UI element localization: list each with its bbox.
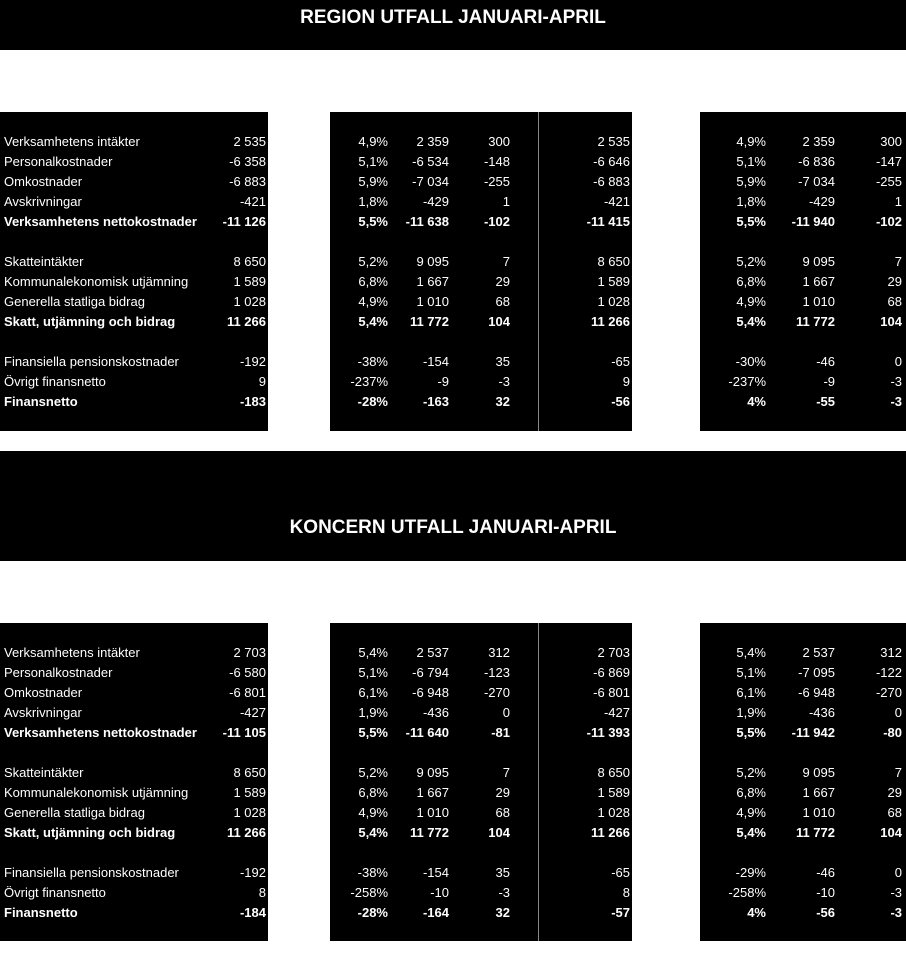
row-label: Verksamhetens intäkter [4,134,140,149]
row-value: 300 [488,134,510,149]
row-value: 5,5% [736,725,766,740]
row-label: Finansnetto [4,905,78,920]
row-value: 6,8% [736,785,766,800]
row-value: 9 095 [416,765,449,780]
row-label: Skatteintäkter [4,254,84,269]
row-label: Kommunalekonomisk utjämning [4,785,189,800]
row-value: 1 589 [233,785,266,800]
row-value: 104 [488,825,510,840]
row-value: -3 [498,374,510,389]
region-header-band [0,50,906,112]
row-value: -11 415 [586,214,630,229]
row-label: Finansnetto [4,394,78,409]
row-value: 1,8% [358,194,388,209]
row-value: 5,2% [358,765,388,780]
row-value: -123 [483,665,510,680]
row-value: 29 [887,785,902,800]
row-value: 0 [502,705,510,720]
row-value: 5,2% [736,765,766,780]
row-value: -270 [483,685,510,700]
row-value: 8 650 [597,254,630,269]
row-value: 5,4% [736,645,766,660]
table-row [0,803,906,823]
table-row [0,683,906,703]
row-value: -427 [239,705,266,720]
row-value: -3 [890,885,902,900]
row-label: Verksamhetens intäkter [4,645,140,660]
row-value: 8 [622,885,630,900]
row-value: 6,8% [736,274,766,289]
row-value: -11 126 [222,214,266,229]
row-value: 11 772 [795,825,835,840]
row-value: -9 [823,374,835,389]
table-row [0,272,906,292]
row-value: -80 [883,725,902,740]
row-value: -436 [422,705,449,720]
row-value: -3 [890,374,902,389]
row-value: -184 [239,905,266,920]
region-footer-band [0,431,906,451]
table-row [0,152,906,172]
table-row [0,723,906,743]
row-value: 5,5% [358,725,388,740]
row-value: -10 [430,885,449,900]
row-value: -164 [422,905,449,920]
table-row [0,252,906,272]
table-row [0,352,906,372]
row-value: -6 869 [593,665,630,680]
row-value: -6 801 [229,685,266,700]
table-row [0,372,906,392]
row-value: -237% [350,374,388,389]
row-value: -429 [422,194,449,209]
row-value: -29% [735,865,766,880]
row-value: 68 [495,805,510,820]
row-value: 5,1% [736,154,766,169]
row-value: -38% [357,865,388,880]
row-value: 2 703 [597,645,630,660]
row-value: -6 646 [593,154,630,169]
row-value: -56 [611,394,630,409]
table-row [0,192,906,212]
row-value: -11 942 [791,725,835,740]
row-value: 1,9% [358,705,388,720]
row-value: -38% [357,354,388,369]
row-value: -46 [816,865,835,880]
row-label: Omkostnader [4,685,83,700]
row-value: -192 [239,865,266,880]
table-row [0,863,906,883]
koncern-footer-band [0,941,906,964]
row-value: -6 883 [593,174,630,189]
row-value: -9 [437,374,449,389]
row-value: 8 650 [233,254,266,269]
row-value: -55 [816,394,835,409]
row-value: 1 667 [802,785,835,800]
row-label: Avskrivningar [4,705,82,720]
row-value: -6 836 [798,154,835,169]
row-value: -270 [875,685,902,700]
row-label: Finansiella pensionskostnader [4,354,179,369]
table-row [0,703,906,723]
row-value: -3 [890,394,902,409]
table-row [0,392,906,412]
row-value: 5,5% [736,214,766,229]
row-value: -11 393 [586,725,630,740]
row-label: Verksamhetens nettokostnader [4,725,197,740]
row-value: 5,2% [358,254,388,269]
row-value: 2 537 [416,645,449,660]
row-value: 5,1% [736,665,766,680]
row-value: 1 [502,194,510,209]
region-title: REGION UTFALL JANUARI-APRIL [300,7,606,28]
row-value: 5,4% [736,825,766,840]
row-value: -255 [483,174,510,189]
row-value: -6 948 [412,685,449,700]
row-value: 2 703 [233,645,266,660]
row-value: -28% [357,905,388,920]
row-value: 1 [894,194,902,209]
table-row [0,212,906,232]
row-value: -258% [728,885,766,900]
row-value: -148 [483,154,510,169]
row-value: 11 772 [409,314,449,329]
row-value: -30% [735,354,766,369]
row-value: 1 010 [802,294,835,309]
row-value: 11 266 [590,825,630,840]
row-value: 4,9% [736,134,766,149]
row-value: 9 095 [802,254,835,269]
row-value: 1 667 [416,785,449,800]
row-value: 6,8% [358,274,388,289]
row-value: -6 801 [593,685,630,700]
row-value: 5,1% [358,665,388,680]
row-value: 312 [488,645,510,660]
row-value: 11 266 [226,314,266,329]
row-value: 1 010 [416,294,449,309]
row-value: 104 [880,314,902,329]
row-value: 5,4% [358,645,388,660]
row-value: -81 [491,725,510,740]
row-label: Personalkostnader [4,665,113,680]
row-value: -3 [890,905,902,920]
koncern-title: KONCERN UTFALL JANUARI-APRIL [289,517,617,538]
row-value: 68 [495,294,510,309]
row-value: -6 883 [229,174,266,189]
row-value: -147 [875,154,902,169]
row-value: -10 [816,885,835,900]
row-value: 2 359 [802,134,835,149]
row-value: -154 [422,354,449,369]
row-value: 104 [880,825,902,840]
row-value: 300 [880,134,902,149]
row-value: 2 535 [233,134,266,149]
row-value: 5,4% [358,825,388,840]
row-value: -6 794 [412,665,449,680]
row-value: 7 [502,254,510,269]
row-value: -57 [611,905,630,920]
row-value: 5,5% [358,214,388,229]
row-label: Skatteintäkter [4,765,84,780]
row-value: -6 948 [798,685,835,700]
row-value: 11 772 [409,825,449,840]
row-value: -436 [808,705,835,720]
row-value: 1 010 [802,805,835,820]
table-row [0,783,906,803]
row-label: Generella statliga bidrag [4,805,145,820]
row-value: 2 359 [416,134,449,149]
row-label: Avskrivningar [4,194,82,209]
row-value: 29 [887,274,902,289]
row-value: -122 [875,665,902,680]
table-row [0,883,906,903]
row-label: Övrigt finansnetto [4,885,106,900]
row-value: 9 095 [416,254,449,269]
row-label: Övrigt finansnetto [4,374,106,389]
row-value: 1,9% [736,705,766,720]
row-value: 7 [894,765,902,780]
table-row [0,172,906,192]
row-value: 1 589 [233,274,266,289]
row-value: -154 [422,865,449,880]
row-value: 9 [258,374,266,389]
row-value: 35 [495,354,510,369]
row-value: 1 028 [597,294,630,309]
row-value: 312 [880,645,902,660]
row-value: 1 667 [802,274,835,289]
row-value: -11 105 [222,725,266,740]
row-value: 11 772 [795,314,835,329]
row-value: 6,8% [358,785,388,800]
row-value: 0 [894,705,902,720]
row-label: Verksamhetens nettokostnader [4,214,197,229]
row-value: 5,9% [736,174,766,189]
row-value: 1,8% [736,194,766,209]
row-value: 29 [495,785,510,800]
row-value: 4,9% [358,134,388,149]
row-value: -11 640 [405,725,449,740]
row-value: -6 358 [229,154,266,169]
row-value: -7 034 [412,174,449,189]
row-value: 8 [258,885,266,900]
row-value: 1 589 [597,274,630,289]
row-value: 4,9% [358,294,388,309]
row-value: 6,1% [358,685,388,700]
row-value: -3 [498,885,510,900]
table-row [0,823,906,843]
table-row [0,643,906,663]
row-value: 7 [894,254,902,269]
row-value: 4,9% [358,805,388,820]
row-value: -237% [728,374,766,389]
row-value: 8 650 [233,765,266,780]
row-value: 1 667 [416,274,449,289]
row-value: -7 034 [798,174,835,189]
row-label: Skatt, utjämning och bidrag [4,825,176,840]
row-value: 1 010 [416,805,449,820]
row-value: -192 [239,354,266,369]
row-value: 9 095 [802,765,835,780]
row-value: 11 266 [590,314,630,329]
row-value: 1 028 [597,805,630,820]
row-value: -6 580 [229,665,266,680]
row-value: 5,1% [358,154,388,169]
row-value: 7 [502,765,510,780]
row-value: 1 028 [233,805,266,820]
row-value: 32 [495,394,510,409]
row-value: 4,9% [736,805,766,820]
table-row [0,763,906,783]
row-label: Kommunalekonomisk utjämning [4,274,189,289]
row-value: 35 [495,865,510,880]
row-value: -11 638 [405,214,449,229]
row-value: 8 650 [597,765,630,780]
row-label: Generella statliga bidrag [4,294,145,309]
row-value: -11 940 [791,214,835,229]
row-value: -421 [603,194,630,209]
row-value: -28% [357,394,388,409]
row-value: -65 [611,865,630,880]
row-value: -421 [239,194,266,209]
row-value: 1 589 [597,785,630,800]
row-value: -56 [816,905,835,920]
row-value: 104 [488,314,510,329]
row-value: 4,9% [736,294,766,309]
row-value: 5,2% [736,254,766,269]
table-row [0,292,906,312]
row-value: 4% [747,905,766,920]
table-row [0,903,906,923]
table-row [0,312,906,332]
row-value: 5,4% [736,314,766,329]
row-value: 2 537 [802,645,835,660]
row-value: 29 [495,274,510,289]
row-value: -183 [239,394,266,409]
row-value: -6 534 [412,154,449,169]
row-label: Personalkostnader [4,154,113,169]
row-value: -163 [422,394,449,409]
row-value: 0 [894,354,902,369]
row-value: -258% [350,885,388,900]
row-value: -102 [483,214,510,229]
row-value: 32 [495,905,510,920]
row-value: -427 [603,705,630,720]
row-value: -102 [875,214,902,229]
row-value: 68 [887,294,902,309]
row-value: 5,4% [358,314,388,329]
row-value: 1 028 [233,294,266,309]
row-label: Finansiella pensionskostnader [4,865,179,880]
table-row [0,132,906,152]
row-value: 6,1% [736,685,766,700]
row-value: 9 [622,374,630,389]
row-value: 2 535 [597,134,630,149]
row-value: -65 [611,354,630,369]
row-value: 5,9% [358,174,388,189]
row-label: Omkostnader [4,174,83,189]
row-value: -7 095 [798,665,835,680]
row-value: -46 [816,354,835,369]
row-value: -429 [808,194,835,209]
row-label: Skatt, utjämning och bidrag [4,314,176,329]
koncern-header-band [0,561,906,623]
row-value: 68 [887,805,902,820]
row-value: 0 [894,865,902,880]
row-value: -255 [875,174,902,189]
row-value: 4% [747,394,766,409]
row-value: 11 266 [226,825,266,840]
table-row [0,663,906,683]
